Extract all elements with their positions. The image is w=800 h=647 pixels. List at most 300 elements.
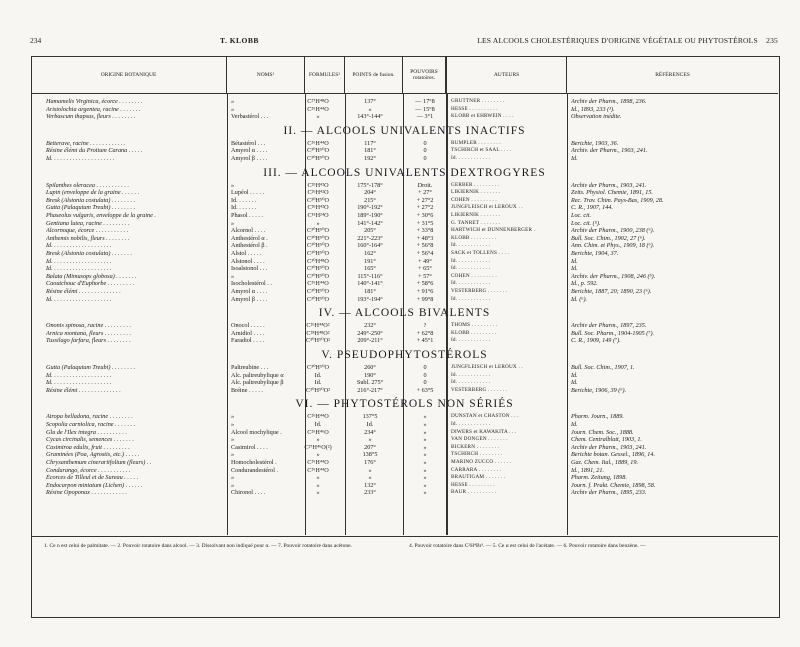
cell-origine: Aristolochia argentea, racine . . . . . . . <box>46 105 141 113</box>
cell-nom: » <box>231 436 235 444</box>
table-row <box>31 227 778 235</box>
cell-point-fusion: 176° <box>364 459 376 466</box>
cell-origine: Anthemis nobilis, fleurs . . . . . . . . <box>46 234 130 242</box>
cell-auteur: CARRARA . . . . . . . . <box>451 466 502 473</box>
table-row <box>31 113 778 121</box>
cell-point-fusion: 216°-217° <box>357 386 383 394</box>
cell-reference: Observation inédite. <box>571 113 622 121</box>
cell-origine: Gutta (Palaquium Treubi) . . . . . . . . <box>46 204 136 212</box>
cell-formule: C³⁰H⁵⁰O <box>306 250 330 257</box>
table-row <box>31 182 778 190</box>
cell-pouvoir-rotatoire: + 45°1 <box>416 337 434 345</box>
cell-point-fusion: 209°-211° <box>357 337 383 345</box>
cell-point-fusion: 175°-178° <box>357 181 383 189</box>
table-header <box>31 56 778 94</box>
cell-origine: Scopolia carniolica, racine . . . . . . . <box>46 421 136 428</box>
section-title: III. — ALCOOLS UNIVALENTS DEXTROGYRES <box>263 166 546 179</box>
cell-auteur: Id. . . . . . . . . . . . <box>451 379 491 386</box>
running-head <box>30 36 778 48</box>
cell-pouvoir-rotatoire: » <box>423 481 427 489</box>
cell-formule: » <box>316 474 320 482</box>
cell-pouvoir-rotatoire: » <box>423 443 427 451</box>
table-row <box>31 474 778 482</box>
cell-pouvoir-rotatoire: 0 <box>423 155 427 162</box>
cell-formule: » <box>316 489 320 497</box>
cell-reference: Id. <box>571 265 578 273</box>
cell-pouvoir-rotatoire: + 57° <box>418 272 432 280</box>
cell-point-fusion: » <box>368 436 372 444</box>
cell-origine: Alcornoque, écorce . . . . . . . . . . . <box>46 227 129 235</box>
cell-formule: C²⁶H⁴⁴O² <box>306 322 330 330</box>
header-points: POINTS de fusion. <box>345 56 403 93</box>
table-row <box>31 220 778 228</box>
header-pouvoirs: POUVOIRS rotatoires. <box>403 56 447 93</box>
cell-pouvoir-rotatoire: + 48°3 <box>416 234 434 242</box>
cell-origine: Résine Opoponax . . . . . . . . . . . . <box>46 489 127 497</box>
table-row <box>31 451 778 459</box>
cell-reference: Rec. Trav. Chim. Pays-Bas, 1909, 28. <box>571 196 664 204</box>
table-row <box>31 337 778 345</box>
cell-point-fusion: 181° <box>364 147 376 155</box>
cell-pouvoir-rotatoire: + 31°5 <box>416 219 434 227</box>
cell-point-fusion: » <box>368 105 372 113</box>
cell-pouvoir-rotatoire: » <box>423 459 427 466</box>
cell-formule: C²⁶H⁴⁶O <box>307 428 329 436</box>
cell-formule: C³⁰H⁵⁰O² <box>306 386 330 394</box>
cell-reference: Journ. f. Prakt. Chemie, 1898, 58. <box>571 481 656 489</box>
cell-origine: Casimiroa edulis, fruit . . . . . . . . . <box>46 443 130 451</box>
cell-formule: C²⁶H⁴⁴O <box>307 139 329 147</box>
table-row <box>31 330 778 338</box>
cell-origine: Atropa belladona, racine . . . . . . . . <box>46 413 133 421</box>
cell-pouvoir-rotatoire: + 63°5 <box>416 386 434 394</box>
cell-formule: C²⁶H⁴⁴O <box>307 280 329 288</box>
cell-nom: » <box>231 481 235 489</box>
right-title-text: LES ALCOOLS CHOLESTÉRIQUES D'ORIGINE VÉGÉTALE OU PHYTOSTÉROLS <box>477 36 758 45</box>
cell-auteur: G. TANRET . . . . . . . <box>451 219 500 226</box>
cell-origine: Gentiana lutea, racine . . . . . . . . . <box>46 219 130 227</box>
cell-formule: C³⁰H⁵⁰O <box>306 147 330 155</box>
cell-origine: Tussilago farfara, fleurs . . . . . . . . <box>46 337 131 345</box>
cell-pouvoir-rotatoire: + 27°2 <box>416 204 434 212</box>
table-row <box>31 288 778 296</box>
cell-formule: C³⁰H⁵⁰O <box>306 242 330 250</box>
cell-reference: Chem. Centralblatt, 1903, 1. <box>571 436 642 444</box>
cell-nom: Isoalstonol . . . <box>231 265 268 273</box>
table-row <box>31 155 778 163</box>
cell-pouvoir-rotatoire: — 15°8 <box>415 105 435 113</box>
cell-pouvoir-rotatoire: Droit. <box>417 181 433 189</box>
cell-reference: Id., p. 592. <box>571 280 598 288</box>
cell-pouvoir-rotatoire: + 56°8 <box>416 242 434 250</box>
cell-pouvoir-rotatoire: » <box>423 474 427 482</box>
cell-origine: Spilanthes oleracea . . . . . . . . . . . <box>46 181 130 189</box>
table-row <box>31 258 778 266</box>
cell-formule: C³⁰H⁵⁰O <box>306 227 330 235</box>
cell-origine: Bresk (Alstonia costulata) . . . . . . . <box>46 250 133 257</box>
cell-point-fusion: 215° <box>364 196 376 204</box>
cell-reference: Archiv der Pharm., 1903, 241. <box>571 181 647 189</box>
cell-origine: Lupin (enveloppe de la graine . . . . . . <box>46 189 140 197</box>
cell-reference: Id. <box>571 155 578 162</box>
table-row <box>31 387 778 395</box>
cell-nom: Id. . . . . . . <box>231 196 257 204</box>
cell-pouvoir-rotatoire: + 27° <box>418 189 432 197</box>
cell-pouvoir-rotatoire: 0 <box>423 139 427 147</box>
cell-reference: Berichte, 1903, 36. <box>571 139 619 147</box>
cell-auteur: DIWERS et KAWAKITA . . . <box>451 428 517 435</box>
cell-point-fusion: 233° <box>364 489 376 497</box>
cell-nom: Casimirol . . . . <box>231 443 268 451</box>
cell-pouvoir-rotatoire: » <box>423 413 427 421</box>
cell-auteur: GRÜTTNER . . . . . . . . <box>451 98 505 104</box>
cell-point-fusion: 205° <box>364 227 376 235</box>
cell-point-fusion: 260° <box>364 364 376 371</box>
table-row <box>31 489 778 497</box>
cell-pouvoir-rotatoire: + 49° <box>418 257 432 265</box>
cell-nom: Bétastérol . . . <box>231 139 266 147</box>
cell-point-fusion: 132° <box>364 481 376 489</box>
table-row <box>31 322 778 330</box>
cell-reference: Loc. cit. <box>571 212 592 219</box>
cell-auteur: BRÄUTIGAM . . . . . . . <box>451 474 506 481</box>
cell-formule: » <box>316 436 320 444</box>
cell-nom: Alc. paltreubylique α <box>231 371 284 379</box>
cell-origine: Résine élémi du Protium Carana . . . . . <box>46 147 143 155</box>
cell-nom: Homocholestérol . <box>231 459 277 466</box>
cell-reference: Id., 1893, 233 (³). <box>571 105 615 113</box>
cell-reference: Loc. cit. (⁵). <box>571 219 601 227</box>
cell-nom: Alstol . . . . . <box>231 250 262 257</box>
cell-origine: Id. . . . . . . . . . . . . . . . . . . . <box>46 379 112 387</box>
cell-nom: Amyrol α . . . . <box>231 147 268 155</box>
section-title: IV. — ALCOOLS BIVALENTS <box>318 307 491 320</box>
cell-point-fusion: 191° <box>364 257 376 265</box>
cell-origine: Arnica montana, fleurs . . . . . . . . . <box>46 329 132 337</box>
cell-reference: Berichte botan. Gessel., 1896, 14. <box>571 451 656 459</box>
cell-formule: Id. <box>314 421 322 428</box>
header-origine: ORIGINE BOTANIQUE <box>31 56 227 93</box>
cell-origine: Id. . . . . . . . . . . . . . . . . . . . <box>46 242 112 250</box>
table-row <box>31 296 778 304</box>
cell-point-fusion: 234° <box>364 428 376 436</box>
cell-reference: C. R., 1909, 149 (⁷). <box>571 337 621 345</box>
table-row <box>31 204 778 212</box>
cell-auteur: THOMS . . . . . . . . . <box>451 322 498 329</box>
cell-formule: C³⁰H⁵⁰O <box>306 265 330 273</box>
header-formules: FORMULES² <box>305 56 345 93</box>
footnote-right: 4. Pouvoir rotatoire dans C²H⁴Br². — 5. Ce α est celui de l'acétate. — 6. Pouvoir rotatoire dans benzène. — <box>409 543 646 549</box>
cell-point-fusion: 160°-164° <box>357 242 383 250</box>
cell-origine: Glu de l'Ilex integra . . . . . . . . . . <box>46 428 127 436</box>
cell-pouvoir-rotatoire: + 56°4 <box>416 250 434 257</box>
table-row <box>31 273 778 281</box>
cell-origine: Id. . . . . . . . . . . . . . . . . . . . <box>46 257 112 265</box>
cell-nom: » <box>231 413 235 421</box>
cell-point-fusion: 141°-142° <box>357 219 383 227</box>
cell-pouvoir-rotatoire: » <box>423 489 427 497</box>
cell-reference: Id. <box>571 371 578 379</box>
cell-formule: C²⁸H⁴⁸O² <box>306 329 330 337</box>
cell-formule: » <box>316 113 320 121</box>
cell-auteur: HESSE . . . . . . . . . <box>451 481 495 488</box>
cell-nom: Chironol . . . . <box>231 489 266 497</box>
cell-pouvoir-rotatoire: + 27°2 <box>416 196 434 204</box>
table-row <box>31 379 778 387</box>
cell-point-fusion: 189°-190° <box>357 212 383 219</box>
cell-nom: Alstonol . . . . <box>231 257 265 265</box>
cell-point-fusion: 190° <box>364 371 376 379</box>
cell-formule: » <box>316 451 320 459</box>
cell-auteur: JUNGFLEISCH et LEROUX . . <box>451 204 523 211</box>
cell-reference: Archiv der Pharm., 1898, 236. <box>571 98 647 105</box>
cell-auteur: KLOBB . . . . . . . . . <box>451 329 497 336</box>
cell-pouvoir-rotatoire: 0 <box>423 147 427 155</box>
footnotes <box>31 536 778 617</box>
cell-pouvoir-rotatoire: + 91°6 <box>416 288 434 295</box>
cell-nom: Anthestérol α . <box>231 234 268 242</box>
cell-origine: Hamamelis Virginica, écorce . . . . . . . . <box>46 98 143 105</box>
table-row <box>31 280 778 288</box>
cell-pouvoir-rotatoire: 0 <box>423 364 427 371</box>
cell-auteur: VAN DONGEN . . . . . . . <box>451 436 508 443</box>
cell-auteur: RÜMPLER . . . . . . . . <box>451 139 501 146</box>
cell-pouvoir-rotatoire: ? <box>423 322 427 330</box>
cell-pouvoir-rotatoire: » <box>423 436 427 444</box>
cell-point-fusion: Subl. 275° <box>356 379 384 387</box>
cell-reference: C. R., 1907, 144. <box>571 204 613 212</box>
cell-auteur: HESSE . . . . . . . . . . <box>451 105 498 112</box>
cell-nom: Isocholestérol . . <box>231 280 272 288</box>
cell-reference: Archiv der Pharm., 1897, 235. <box>571 322 647 330</box>
cell-point-fusion: » <box>368 466 372 474</box>
cell-point-fusion: 249°-250° <box>357 329 383 337</box>
table-row <box>31 265 778 273</box>
cell-origine: Résine élémi . . . . . . . . . . . . . . <box>46 386 121 394</box>
cell-auteur: JUNGFLEISCH et LEROUX . . <box>451 364 523 370</box>
cell-nom: » <box>231 421 235 428</box>
cell-auteur: Id. . . . . . . . . . . . <box>451 155 491 161</box>
cell-auteur: Id. . . . . . . . . . . . <box>451 421 491 427</box>
cell-formule: C²⁶H⁴⁴O <box>307 105 329 113</box>
table-row <box>31 482 778 490</box>
cell-pouvoir-rotatoire: » <box>423 466 427 474</box>
section-title: II. — ALCOOLS UNIVALENTS INACTIFS <box>283 124 526 137</box>
table-row <box>31 235 778 243</box>
author-name: T. KLOBB <box>220 36 259 45</box>
table-row <box>31 429 778 437</box>
cell-auteur: Id. . . . . . . . . . . . <box>451 371 491 378</box>
cell-pouvoir-rotatoire: + 58°6 <box>416 280 434 288</box>
cell-point-fusion: 221°-223° <box>357 234 383 242</box>
cell-formule: C²⁶H⁴²O <box>307 181 329 189</box>
cell-auteur: SACK et TOLLENS . . . . <box>451 250 510 256</box>
table-row <box>31 421 778 429</box>
cell-auteur: KLOBB et EHRWEIN . . . . <box>451 113 514 120</box>
cell-reference: Archiv der Pharm., 1895, 233. <box>571 489 647 497</box>
section-title: VI. — PHYTOSTÉROLS NON SÉRIÉS <box>295 398 514 411</box>
table-row <box>31 364 778 372</box>
cell-origine: Écorces de Tilleul et de Sureau . . . . . <box>46 474 139 482</box>
cell-nom: » <box>231 105 235 113</box>
cell-point-fusion: 232° <box>364 322 376 330</box>
cell-point-fusion: 193°-194° <box>357 295 383 303</box>
cell-pouvoir-rotatoire: 0 <box>423 371 427 379</box>
cell-nom: Anthestérol β . <box>231 242 268 250</box>
cell-nom: Onocol . . . . . <box>231 322 265 330</box>
cell-formule: C³⁰H⁵⁰O <box>306 196 330 204</box>
cell-pouvoir-rotatoire: — 3°1 <box>416 113 434 121</box>
cell-reference: Journ. Chem. Soc., 1888. <box>571 428 634 436</box>
cell-formule: C²⁶H⁴²O <box>307 204 329 212</box>
cell-reference: Pharm. Journ., 1889. <box>571 413 624 421</box>
cell-origine: Id. . . . . . . . . . . . . . . . . . . . <box>46 371 112 379</box>
cell-nom: Amyrol β . . . . <box>231 155 268 162</box>
cell-formule: C³⁰H⁵⁰O <box>306 364 330 371</box>
cell-formule: » <box>316 481 320 489</box>
left-page-number: 234 <box>30 36 42 45</box>
cell-reference: Archiv. der Pharm., 1903, 241. <box>571 147 648 155</box>
cell-origine: Gutta (Palaquium Treubi) . . . . . . . . <box>46 364 136 371</box>
cell-origine: Graminées (Poa, Agrostis, etc.) . . . . . <box>46 451 140 459</box>
cell-nom: Bréine . . . . . <box>231 386 263 394</box>
cell-reference: Archiv. der Pharm., 1908, 246 (⁵). <box>571 272 656 280</box>
table-row <box>31 459 778 467</box>
header-auteurs: AUTEURS <box>447 56 567 93</box>
table-row <box>31 242 778 250</box>
cell-origine: Bresk (Alstonia costulata) . . . . . . . . <box>46 196 136 204</box>
cell-origine: Betterave, racine . . . . . . . . . . . . <box>46 139 126 147</box>
cell-point-fusion: 204° <box>364 189 376 197</box>
cell-origine: Chrysanthemum cinerariifolium (fleurs) . . <box>46 459 152 466</box>
cell-reference: Archiv der Pharm., 1900, 238 (⁶). <box>571 227 655 235</box>
cell-auteur: Id. . . . . . . . . . . . <box>451 265 491 272</box>
cell-point-fusion: 137° <box>364 98 376 105</box>
cell-formule: C²⁶H⁴²O <box>307 189 329 197</box>
cell-point-fusion: 207° <box>364 443 376 451</box>
cell-point-fusion: Id. <box>366 421 374 428</box>
cell-origine: Résine élémi . . . . . . . . . . . . . . <box>46 288 121 295</box>
cell-nom: Alc. paltreubylique β <box>231 379 284 387</box>
cell-auteur: Id. . . . . . . . . . . . <box>451 280 491 287</box>
table-row <box>31 372 778 380</box>
table-row <box>31 467 778 475</box>
cell-nom: Alcool mochylique . <box>231 428 282 436</box>
cell-point-fusion: 140°-141° <box>357 280 383 288</box>
cell-auteur: TSCHIRCH . . . . . . . . <box>451 451 503 458</box>
cell-nom: » <box>231 219 235 227</box>
cell-pouvoir-rotatoire: 0 <box>423 379 427 387</box>
cell-origine: Condurango, écorce . . . . . . . . . . . <box>46 466 131 474</box>
cell-formule: C³⁰H⁵⁰O <box>306 272 330 280</box>
cell-point-fusion: 190°-192° <box>357 204 383 212</box>
cell-pouvoir-rotatoire: + 62°8 <box>416 329 434 337</box>
cell-nom: Alcornol . . . . <box>231 227 266 235</box>
cell-point-fusion: 138°5 <box>362 451 378 459</box>
cell-origine: Caoutchouc d'Euphorbe . . . . . . . . . <box>46 280 135 288</box>
cell-nom: » <box>231 181 235 189</box>
cell-origine: Id. . . . . . . . . . . . . . . . . . . . <box>46 295 112 303</box>
cell-pouvoir-rotatoire: + 33°8 <box>416 227 434 235</box>
table-row <box>31 212 778 220</box>
cell-reference: Gaz. Chem. Ital., 1889, 19. <box>571 459 639 466</box>
cell-pouvoir-rotatoire: + 99°8 <box>416 295 434 303</box>
cell-nom: Verbastérol . . . <box>231 113 269 121</box>
cell-formule: Id. <box>314 379 322 387</box>
right-page-title <box>477 36 778 45</box>
cell-formule: C²⁶H⁴⁴O <box>307 459 329 466</box>
cell-auteur: MARINO ZUCCO . . . . . . <box>451 459 512 465</box>
cell-point-fusion: 117° <box>364 139 376 147</box>
cell-nom: Lupéol . . . . . <box>231 189 264 197</box>
cell-formule: C¹⁵H²⁴O <box>307 212 329 219</box>
cell-nom: Paltreubine . . . <box>231 364 269 371</box>
cell-formule: C²⁶H⁴⁴O <box>307 466 329 474</box>
cell-pouvoir-rotatoire: — 17°8 <box>415 98 435 105</box>
section-title: V. PSEUDOPHYTOSTÉROLS <box>321 349 488 361</box>
cell-reference: Id. <box>571 257 578 265</box>
cell-nom: Condurandestérol . <box>231 466 279 474</box>
cell-formule: C²⁷H⁴⁶O(²) <box>304 443 332 451</box>
cell-nom: Faradiol . . . . <box>231 337 264 345</box>
cell-origine: Cycas circinalis, semences . . . . . . . <box>46 436 134 444</box>
cell-nom: Arnidiol . . . . <box>231 329 265 337</box>
table-row <box>31 444 778 452</box>
cell-formule: C³⁰H⁵⁰O <box>306 234 330 242</box>
cell-nom: » <box>231 451 235 459</box>
cell-auteur: LIKIERNIK . . . . . . . <box>451 212 500 218</box>
cell-nom: » <box>231 98 235 105</box>
right-page-number: 235 <box>766 36 778 45</box>
cell-pouvoir-rotatoire: » <box>423 451 427 459</box>
cell-nom: Amyrol β . . . . <box>231 295 268 303</box>
cell-auteur: Id. . . . . . . . . . . . <box>451 337 491 344</box>
table-row <box>31 413 778 421</box>
cell-origine: Endocarpon miniatum (Lichen) . . . . . . <box>46 481 143 489</box>
cell-point-fusion: 115°-116° <box>357 272 383 280</box>
cell-origine: Phaseolus vulgaris, enveloppe de la graine . <box>46 212 156 219</box>
cell-formule: C³⁰H⁴⁸O <box>307 257 329 265</box>
cell-reference: Berichte, 1887, 20; 1890, 23 (⁶). <box>571 288 652 295</box>
cell-reference: Ann. Chim. et Phys., 1909, 18 (⁶). <box>571 242 655 250</box>
cell-auteur: Id. . . . . . . . . . . . <box>451 295 491 302</box>
cell-nom: Amyrol α . . . . <box>231 288 268 295</box>
cell-point-fusion: 165° <box>364 265 376 273</box>
cell-origine: Id. . . . . . . . . . . . . . . . . . . . . <box>46 155 115 162</box>
cell-pouvoir-rotatoire: + 65° <box>418 265 432 273</box>
cell-origine: Ononis spinosa, racine . . . . . . . . . <box>46 322 132 330</box>
cell-reference: Id., 1891, 21. <box>571 466 604 474</box>
cell-formule: C²⁷H⁴⁸O <box>307 98 329 105</box>
cell-reference: Id. (⁶). <box>571 295 588 303</box>
cell-auteur: KLOBB . . . . . . . . . <box>451 234 497 241</box>
cell-formule: C³⁰H⁵⁰O² <box>306 337 330 345</box>
cell-nom: » <box>231 272 235 280</box>
cell-auteur: VESTERBERG . . . . . . . <box>451 386 508 393</box>
cell-nom: » <box>231 474 235 482</box>
header-noms: NOMS¹ <box>227 56 305 93</box>
cell-auteur: DUNSTAN et CHASTON . . . <box>451 413 519 420</box>
cell-point-fusion: 143°-144° <box>357 113 383 121</box>
cell-auteur: HARTWICH et DÜNNENBERGER . <box>451 227 536 234</box>
cell-reference: Berichte, 1906, 39 (⁶). <box>571 386 627 394</box>
table-row <box>31 140 778 148</box>
cell-formule: C²⁶H⁴⁴O <box>307 413 329 421</box>
cell-reference: Bull. Soc. Chim., 1902, 27 (⁶). <box>571 234 646 242</box>
cell-pouvoir-rotatoire: + 30°6 <box>416 212 434 219</box>
cell-auteur: TSCHIRCH et SAAL . . . . <box>451 147 512 154</box>
header-references: RÉFÉRENCES <box>655 71 690 78</box>
